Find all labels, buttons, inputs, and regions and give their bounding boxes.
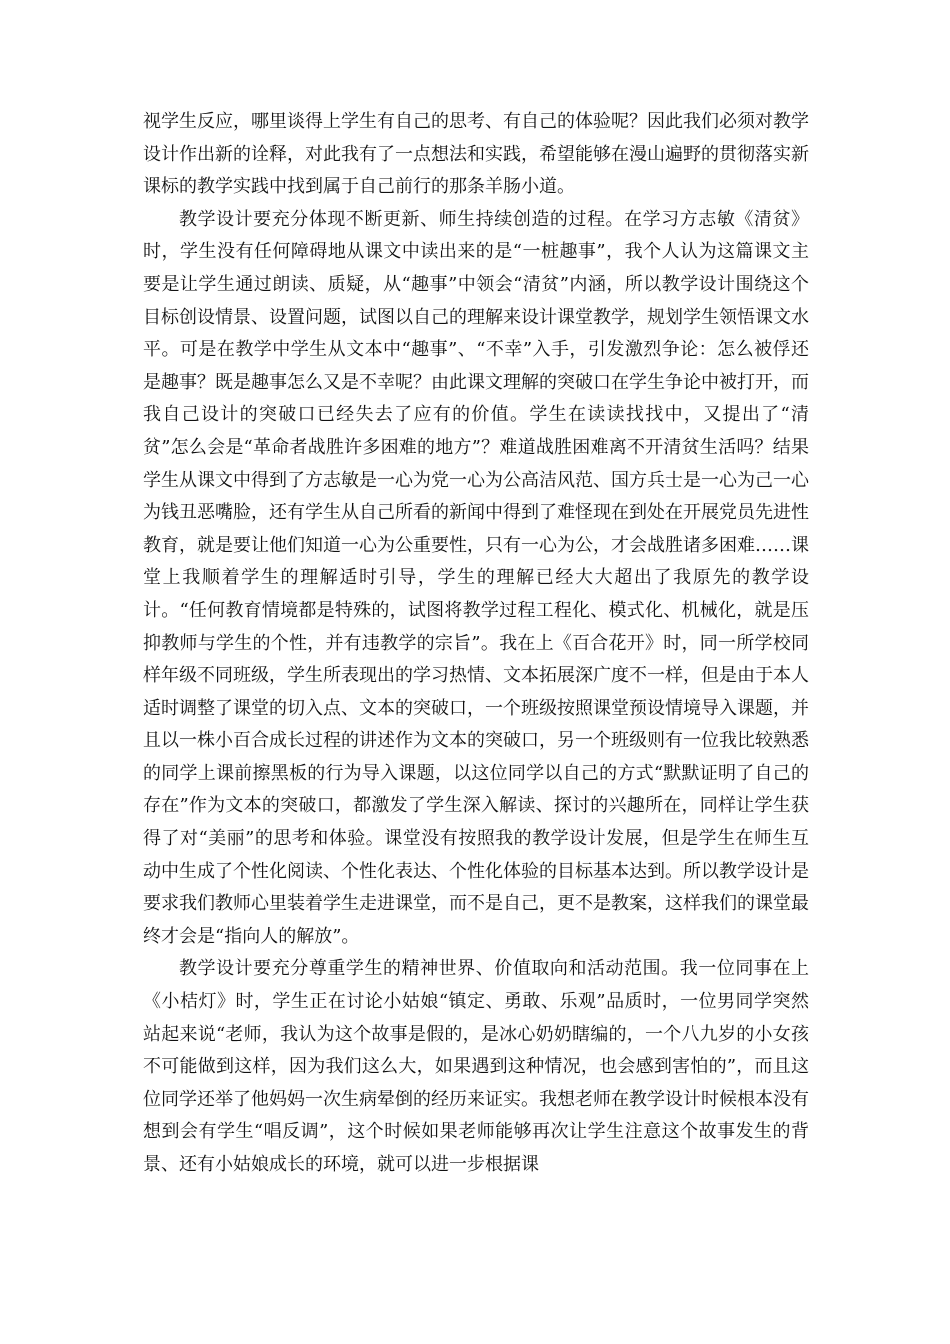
document-page bbox=[143, 106, 809, 1182]
paragraph-continuation: 视学生反应，哪里谈得上学生有自己的思考、有自己的体验呢？因此我们必须对教学设计作出新的诠释，对此我有了一点想法和实践，希望能够在漫山遍野的贯彻落实新课标的教学实践中找到属于自己前行的那条羊肠小道。 bbox=[143, 111, 809, 198]
paragraph-respect-students: 教学设计要充分尊重学生的精神世界、价值取向和活动范围。我一位同事在上《小桔灯》时，学生正在讨论小姑娘“镇定、勇敢、乐观”品质时，一位男同学突然站起来说“老师，我认为这个故事是假的，是冰心奶奶瞎编的，一个八九岁的小女孩不可能做到这样，因为我们这么大，如果遇到这种情况，也会感到害怕的”，而且这位同学还举了他妈妈一次生病晕倒的经历来证实。我想老师在教学设计时候根本没有想到会有学生“唱反调”，这个时候如果老师能够再次让学生注意这个故事发生的背景、还有小姑娘成长的环境，就可以进一步根据课 bbox=[143, 958, 809, 1175]
paragraph-teaching-design-process: 教学设计要充分体现不断更新、师生持续创造的过程。在学习方志敏《清贫》时，学生没有任何障碍地从课文中读出来的是“一桩趣事”，我个人认为这篇课文主要是让学生通过朗读、质疑，从“趣事”中领会“清贫”内涵，所以教学设计围绕这个目标创设情景、设置问题，试图以自己的理解来设计课堂教学，规划学生领悟课文水平。可是在教学中学生从文本中“趣事”、“不幸”入手，引发激烈争论：怎么被俘还是趣事？既是趣事怎么又是不幸呢？由此课文理解的突破口在学生争论中被打开，而我自己设计的突破口已经失去了应有的价值。学生在读读找找中，又提出了“清贫”怎么会是“革命者战胜许多困难的地方”？难道战胜困难离不开清贫生活吗？结果学生从课文中得到了方志敏是一心为党一心为公高洁风范、国方兵士是一心为己一心为钱丑恶嘴脸，还有学生从自己所看的新闻中得到了难怪现在到处在开展党员先进性教育，就是要让他们知道一心为公重要性，只有一心为公，才会战胜诸多困难……课堂上我顺着学生的理解适时引导，学生的理解已经大大超出了我原先的教学设计。“任何教育情境都是特殊的，试图将教学过程工程化、模式化、机械化，就是压抑教师与学生的个性，并有违教学的宗旨”。我在上《百合花开》时，同一所学校同样年级不同班级，学生所表现出的学习热情、文本拓展深广度不一样，但是由于本人适时调整了课堂的切入点、文本的突破口，一个班级按照课堂预设情境导入课题，并且以一株小百合成长过程的讲述作为文本的突破口，另一个班级则有一位我比较熟悉的同学上课前擦黑板的行为导入课题，以这位同学以自己的方式“默默证明了自己的存在”作为文本的突破口，都激发了学生深入解读、探讨的兴趣所在，同样让学生获得了对“美丽”的思考和体验。课堂没有按照我的教学设计发展，但是学生在师生互动中生成了个性化阅读、个性化表达、个性化体验的目标基本达到。所以教学设计是要求我们教师心里装着学生走进课堂，而不是自己，更不是教案，这样我们的课堂最终才会是“指向人的解放”。 bbox=[143, 208, 809, 947]
